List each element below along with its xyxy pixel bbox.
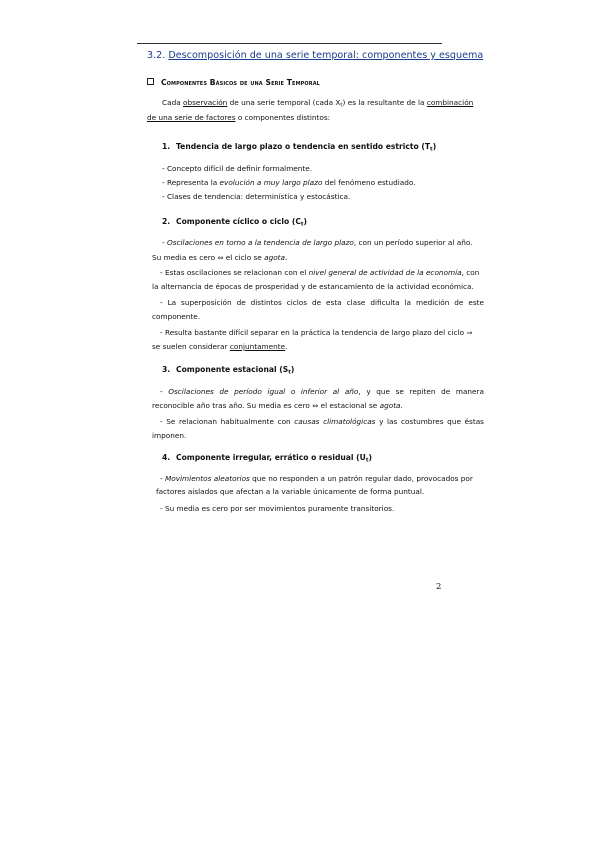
component-2-line: Su media es cero ⇔ el ciclo se agota. [152, 253, 288, 262]
component-2-line: - Resulta bastante difícil separar en la práctica la tendencia de largo plazo del ciclo ⇒ [160, 328, 473, 337]
component-1-bullet: - Clases de tendencia: determinística y estocástica. [162, 192, 351, 201]
page-number: 2 [436, 582, 442, 592]
component-2-line: - Estas oscilaciones se relacionan con el nivel general de actividad de la economía, con [160, 268, 480, 277]
checkbox-bullet-icon [147, 78, 154, 85]
component-2-line: - Oscilaciones en torno a la tendencia de largo plazo, con un período superior al año. [162, 238, 473, 247]
component-4-line: factores aislados que afectan a la variable únicamente de forma puntual. [156, 487, 425, 496]
subsection-title [147, 78, 320, 87]
component-4-line: - Su media es cero por ser movimientos puramente transitorios. [160, 504, 395, 513]
header-rule [137, 43, 442, 44]
component-4-line: - Movimientos aleatorios que no responden a un patrón regular dado, provocados por [160, 474, 473, 483]
component-2-line: la alternancia de épocas de prosperidad y de estancamiento de la actividad económica. [152, 282, 474, 291]
component-2-line: componente. [152, 312, 201, 321]
section-heading [147, 50, 483, 61]
intro-line-1: Cada observación de una serie temporal (cada $X_t$) es la resultante de la combinación [162, 98, 474, 109]
component-3-line: reconocible año tras año. Su media es cero ⇔ el estacional se agota. [152, 401, 403, 410]
component-1-heading: 1. Tendencia de largo plazo o tendencia en sentido estricto $(T_t)$ [162, 142, 437, 153]
component-2-line: - La superposición de distintos ciclos de esta clase dificulta la medición de este [160, 298, 484, 307]
intro-line-2: de una serie de factores o componentes distintos: [147, 113, 331, 122]
component-3-line: - Oscilaciones de período igual o inferior al año, y que se repiten de manera [160, 387, 484, 396]
component-2-line: se suelen considerar conjuntamente. [152, 342, 288, 351]
heading-number: 3.2. [147, 50, 166, 61]
component-1-bullet: - Representa la evolución a muy largo plazo del fenómeno estudiado. [162, 178, 416, 187]
component-3-heading: 3. Componente estacional $(S_t)$ [162, 365, 295, 376]
component-2-heading: 2. Componente cíclico o ciclo $(C_t)$ [162, 217, 308, 228]
component-4-heading: 4. Componente irregular, errático o residual $(U_t)$ [162, 453, 372, 464]
component-3-line: imponen. [152, 431, 187, 440]
component-3-line: - Se relacionan habitualmente con causas climatológicas y las costumbres que éstas [160, 417, 484, 426]
heading-title: Descomposición de una serie temporal: componentes y esquema [168, 50, 484, 61]
subsection-title-text: Componentes Básicos de una Serie Temporal [161, 78, 320, 87]
component-1-bullet: - Concepto difícil de definir formalmente. [162, 164, 313, 173]
